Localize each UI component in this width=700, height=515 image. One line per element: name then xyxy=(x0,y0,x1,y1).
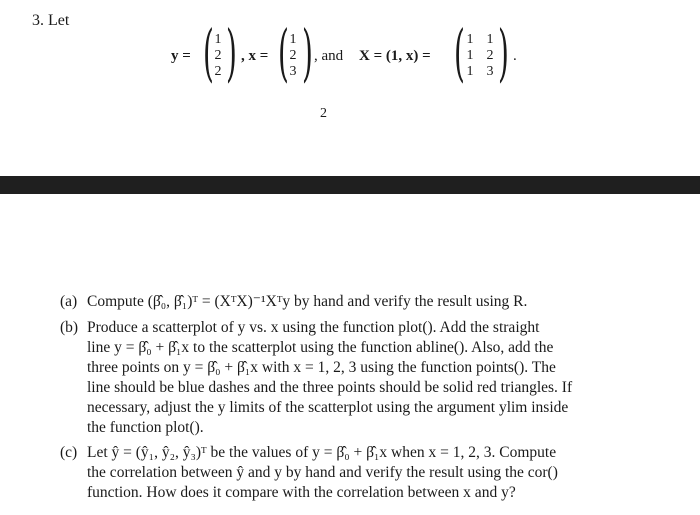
X-value: 2 xyxy=(486,48,494,63)
right-paren-x: ) xyxy=(302,16,313,89)
part-c-label: (c) xyxy=(60,444,78,461)
y-value: 1 xyxy=(214,32,222,47)
x-label xyxy=(241,48,268,65)
y-value: 2 xyxy=(214,64,222,79)
part-b-line: necessary, adjust the y limits of the scatterplot using the argument ylim inside xyxy=(87,399,569,416)
X-value: 1 xyxy=(466,32,474,47)
part-c-text xyxy=(87,443,642,503)
X-col1 xyxy=(464,32,476,80)
right-paren-y: ) xyxy=(226,16,237,89)
part-c-line: the correlation between ŷ and y by hand and verify the result using the cor() xyxy=(87,464,558,481)
part-c-line: function. How does it compare with the correlation between x and y? xyxy=(87,484,516,501)
part-a-label: (a) xyxy=(60,293,78,310)
y-label: y = xyxy=(171,48,191,64)
x-value: 1 xyxy=(289,32,297,47)
end-period: . xyxy=(513,48,517,64)
left-paren-y: ( xyxy=(203,16,214,89)
page-number: 2 xyxy=(320,106,327,121)
right-paren-X: ) xyxy=(498,16,509,89)
y-vector xyxy=(211,32,225,80)
X-value: 3 xyxy=(486,64,494,79)
left-paren-x: ( xyxy=(278,16,289,89)
part-b-label: (b) xyxy=(60,319,79,336)
X-value: 1 xyxy=(486,32,494,47)
page-break-bar xyxy=(0,176,700,194)
part-c-line: Let ŷ = (ŷ₁, ŷ₂, ŷ₃)ᵀ be the values of y = β̂₀ + β̂₁x when x = 1, 2, 3. Compute xyxy=(87,444,557,461)
left-paren-X: ( xyxy=(454,16,465,89)
part-b-line: the function plot(). xyxy=(87,419,204,436)
X-value: 1 xyxy=(466,64,474,79)
part-b-line: line should be blue dashes and the three points should be solid red triangles. If xyxy=(87,379,573,396)
part-b-line: Produce a scatterplot of y vs. x using the function plot(). Add the straight xyxy=(87,319,540,336)
x-label-text: , x = xyxy=(241,48,269,64)
part-b-line: line y = β̂₀ + β̂₁x to the scatterplot using the function abline(). Also, add the xyxy=(87,339,554,356)
X-value: 1 xyxy=(466,48,474,63)
X-col2 xyxy=(484,32,496,80)
x-value: 3 xyxy=(289,64,297,79)
x-vector xyxy=(286,32,300,80)
X-label: X = (1, x) = xyxy=(359,48,431,64)
problem-number: 3. Let xyxy=(32,12,70,29)
part-b-line: three points on y = β̂₀ + β̂₁x with x = 1, 2, 3 using the function points(). The xyxy=(87,359,556,376)
part-a-text: Compute (β̂₀, β̂₁)ᵀ = (XᵀX)⁻¹Xᵀy by hand and verify the result using R. xyxy=(87,293,528,310)
x-value: 2 xyxy=(289,48,297,63)
y-value: 2 xyxy=(214,48,222,63)
part-b-text xyxy=(87,318,642,438)
and-text: , and xyxy=(314,48,344,64)
